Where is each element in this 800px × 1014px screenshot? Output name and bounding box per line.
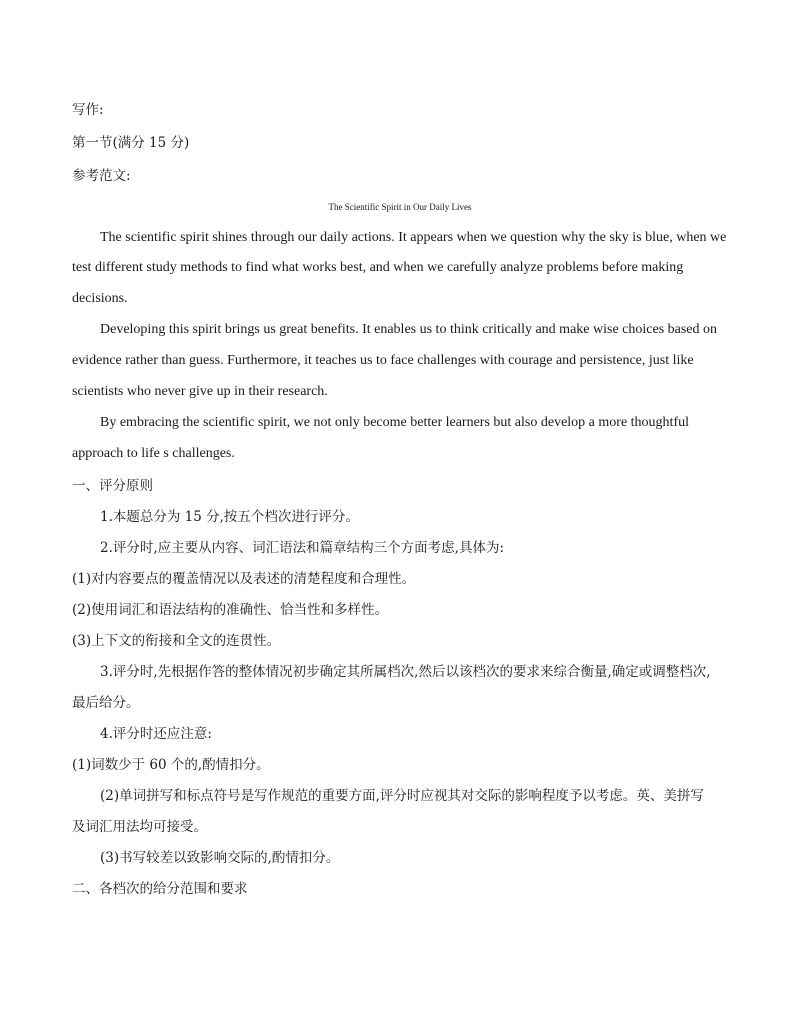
essay-p2-line1: Developing this spirit brings us great benefits. It enables us to think critically and make wise choices based on bbox=[100, 322, 718, 337]
essay-p2-line3: scientists who never give up in their research. bbox=[72, 384, 328, 399]
principle-item-4-2-line2: 及词汇用法均可接受。 bbox=[72, 819, 207, 835]
essay-p1-line2: test different study methods to find what works best, and when we carefully analyze problems before making bbox=[72, 260, 684, 275]
principle-item-4: 4.评分时还应注意: bbox=[100, 726, 212, 742]
essay-p1-line3: decisions. bbox=[72, 291, 128, 306]
essay-p2-line2: evidence rather than guess. Furthermore, it teaches us to face challenges with courage and persistence, just like bbox=[72, 353, 694, 368]
grading-principles-heading: 一、评分原则 bbox=[72, 478, 153, 494]
essay-p1-line1: The scientific spirit shines through our daily actions. It appears when we question why the sky is blue, when we bbox=[100, 230, 727, 245]
essay-p3-line2: approach to life s challenges. bbox=[72, 446, 235, 461]
model-essay-label: 参考范文: bbox=[72, 168, 131, 184]
essay-p3-line1: By embracing the scientific spirit, we not only become better learners but also develop a more thoughtful bbox=[100, 415, 689, 430]
section-one-heading: 第一节(满分 15 分) bbox=[72, 135, 190, 151]
principle-item-3-line1: 3.评分时,先根据作答的整体情况初步确定其所属档次,然后以该档次的要求来综合衡量,确定或调整档次, bbox=[100, 664, 711, 680]
principle-item-2-3: (3)上下文的衔接和全文的连贯性。 bbox=[72, 633, 281, 649]
essay-title: The Scientific Spirit in Our Daily Lives bbox=[328, 202, 472, 212]
grade-bands-heading: 二、各档次的给分范围和要求 bbox=[72, 881, 248, 897]
principle-item-2-1: (1)对内容要点的覆盖情况以及表述的清楚程度和合理性。 bbox=[72, 571, 416, 587]
principle-item-1: 1.本题总分为 15 分,按五个档次进行评分。 bbox=[100, 509, 359, 525]
principle-item-2: 2.评分时,应主要从内容、词汇语法和篇章结构三个方面考虑,具体为: bbox=[100, 540, 505, 556]
writing-heading: 写作: bbox=[72, 102, 104, 118]
principle-item-4-1: (1)词数少于 60 个的,酌情扣分。 bbox=[72, 757, 270, 773]
principle-item-2-2: (2)使用词汇和语法结构的准确性、恰当性和多样性。 bbox=[72, 602, 389, 618]
principle-item-4-2-line1: (2)单词拼写和标点符号是写作规范的重要方面,评分时应视其对交际的影响程度予以考虑。英、美拼写 bbox=[100, 788, 704, 804]
principle-item-3-line2: 最后给分。 bbox=[72, 695, 140, 711]
principle-item-4-3: (3)书写较差以致影响交际的,酌情扣分。 bbox=[100, 850, 340, 866]
